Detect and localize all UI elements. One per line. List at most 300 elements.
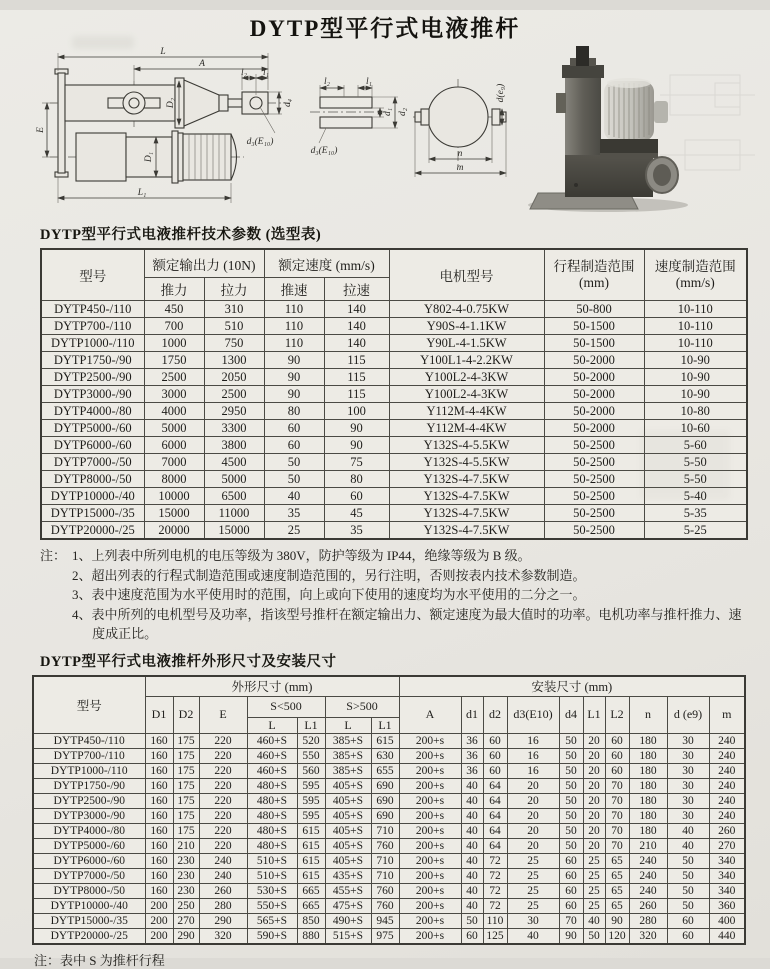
col-group-s-lt-500: S<500 [247, 696, 325, 717]
value-cell: 40 [667, 823, 709, 838]
value-cell: 1300 [204, 352, 264, 369]
value-cell: 35 [324, 522, 389, 540]
value-cell: 50 [559, 748, 583, 763]
table-row [41, 522, 747, 540]
value-cell: 30 [507, 913, 559, 928]
value-cell: 30 [667, 808, 709, 823]
value-cell: 560 [297, 763, 325, 778]
value-cell: 110 [483, 913, 507, 928]
value-cell: Y112M-4-4KW [389, 403, 544, 420]
col-header-speed-range [644, 249, 747, 301]
value-cell: 70 [605, 808, 629, 823]
dim-label-d3E10: d₃(E₁₀) [246, 137, 274, 147]
parameters-table-title: DYTP型平行式电液推杆技术参数 (选型表) [40, 227, 322, 243]
table-row [41, 301, 747, 318]
value-cell: 180 [629, 733, 667, 748]
value-cell: 70 [559, 913, 583, 928]
col-header-L-gt: L [325, 717, 371, 733]
value-cell: 160 [145, 748, 173, 763]
value-cell: 11000 [204, 505, 264, 522]
value-cell: 615 [297, 838, 325, 853]
value-cell: 615 [371, 733, 399, 748]
value-cell: 5-60 [644, 437, 747, 454]
value-cell: 310 [204, 301, 264, 318]
value-cell: 240 [709, 748, 745, 763]
value-cell: 15000 [144, 505, 204, 522]
value-cell: 50-2500 [544, 488, 644, 505]
value-cell: 60 [324, 488, 389, 505]
value-cell: 50-2500 [544, 437, 644, 454]
value-cell: 220 [199, 823, 247, 838]
value-cell: 160 [145, 883, 173, 898]
col-header-push-speed: 推速 [264, 278, 324, 301]
value-cell: 15000 [204, 522, 264, 540]
value-cell: 160 [145, 793, 173, 808]
value-cell: 160 [145, 823, 173, 838]
value-cell: 435+S [325, 868, 371, 883]
model-cell: DYTP4000-/80 [41, 403, 144, 420]
value-cell: 30 [667, 748, 709, 763]
dim-label-l1-detail: l₁ [366, 77, 372, 87]
table-row [33, 808, 745, 823]
dimensions-table-title: DYTP型平行式电液推杆外形尺寸及安装尺寸 [40, 653, 337, 670]
value-cell: 175 [173, 808, 199, 823]
value-cell: 50-2000 [544, 369, 644, 386]
value-cell: 60 [483, 733, 507, 748]
value-cell: 5-40 [644, 488, 747, 505]
value-cell: 5-25 [644, 522, 747, 540]
scan-bleed-artifact [640, 430, 730, 500]
value-cell: 240 [629, 883, 667, 898]
value-cell: 460+S [247, 733, 297, 748]
model-cell: DYTP15000-/35 [33, 913, 145, 928]
value-cell: 20000 [144, 522, 204, 540]
model-cell: DYTP10000-/40 [33, 898, 145, 913]
value-cell: 665 [297, 898, 325, 913]
value-cell: 340 [709, 883, 745, 898]
value-cell: 880 [297, 928, 325, 944]
dim-label-m: m [456, 163, 464, 173]
value-cell: 405+S [325, 838, 371, 853]
model-cell: DYTP2500-/90 [41, 369, 144, 386]
value-cell: 115 [324, 352, 389, 369]
table-row [33, 733, 745, 748]
value-cell: 25 [507, 898, 559, 913]
value-cell: 240 [199, 853, 247, 868]
value-cell: 50-800 [544, 301, 644, 318]
value-cell: 340 [709, 868, 745, 883]
value-cell: 180 [629, 748, 667, 763]
value-cell: 565+S [247, 913, 297, 928]
value-cell: 16 [507, 733, 559, 748]
col-header-push-force: 推力 [144, 278, 204, 301]
value-cell: 20 [507, 823, 559, 838]
value-cell: 160 [145, 778, 173, 793]
value-cell: 90 [559, 928, 583, 944]
dim-label-D2: D₂ [166, 97, 176, 109]
value-cell: 40 [461, 898, 483, 913]
value-cell: 4500 [204, 454, 264, 471]
value-cell: 405+S [325, 808, 371, 823]
value-cell: 530+S [247, 883, 297, 898]
value-cell: 200 [145, 913, 173, 928]
model-cell: DYTP15000-/35 [41, 505, 144, 522]
value-cell: 3300 [204, 420, 264, 437]
value-cell: 60 [667, 928, 709, 944]
value-cell: 65 [605, 883, 629, 898]
value-cell: 60 [605, 733, 629, 748]
value-cell: 475+S [325, 898, 371, 913]
value-cell: 10-110 [644, 335, 747, 352]
value-cell: 700 [144, 318, 204, 335]
speed-range-label: 速度制造范围 [654, 259, 736, 274]
col-header-d3E10: d3(E10) [507, 696, 559, 733]
value-cell: 36 [461, 763, 483, 778]
scan-bleed-artifact [660, 75, 755, 170]
value-cell: 90 [324, 437, 389, 454]
model-cell: DYTP10000-/40 [41, 488, 144, 505]
value-cell: 480+S [247, 793, 297, 808]
value-cell: 240 [709, 778, 745, 793]
value-cell: 3000 [144, 386, 204, 403]
value-cell: 45 [324, 505, 389, 522]
value-cell: 180 [629, 823, 667, 838]
col-header-L-lt: L [247, 717, 297, 733]
col-header-motor: 电机型号 [389, 249, 544, 301]
note-item: 4、表中所列的电机型号及功率，指该型号推杆在额定输出力、额定速度为最大值时的功率。电机功率与推杆推力、速度成正比。 [72, 606, 742, 641]
value-cell: 200+s [399, 793, 461, 808]
value-cell: Y90L-4-1.5KW [389, 335, 544, 352]
value-cell: Y132S-4-7.5KW [389, 522, 544, 540]
value-cell: 2500 [144, 369, 204, 386]
value-cell: 290 [199, 913, 247, 928]
col-header-D1: D1 [145, 696, 173, 733]
value-cell: 2500 [204, 386, 264, 403]
value-cell: 945 [371, 913, 399, 928]
value-cell: 160 [145, 763, 173, 778]
value-cell: 60 [264, 437, 324, 454]
value-cell: 80 [264, 403, 324, 420]
value-cell: 175 [173, 748, 199, 763]
value-cell: 750 [204, 335, 264, 352]
value-cell: 240 [709, 808, 745, 823]
col-header-E: E [199, 696, 247, 733]
value-cell: 60 [461, 928, 483, 944]
value-cell: 400 [709, 913, 745, 928]
value-cell: 140 [324, 318, 389, 335]
value-cell: 50 [559, 808, 583, 823]
col-header-L2: L2 [605, 696, 629, 733]
value-cell: 595 [297, 808, 325, 823]
scan-bleed-artifact [72, 36, 134, 49]
value-cell: 1750 [144, 352, 204, 369]
value-cell: 64 [483, 793, 507, 808]
value-cell: 60 [605, 763, 629, 778]
value-cell: 50 [264, 454, 324, 471]
table-row [33, 853, 745, 868]
value-cell: 10-60 [644, 420, 747, 437]
value-cell: 510+S [247, 853, 297, 868]
value-cell: 220 [199, 808, 247, 823]
model-cell: DYTP7000-/50 [41, 454, 144, 471]
value-cell: 50 [559, 778, 583, 793]
value-cell: 40 [461, 823, 483, 838]
value-cell: 20 [583, 748, 605, 763]
value-cell: 5-35 [644, 505, 747, 522]
value-cell: Y112M-4-4KW [389, 420, 544, 437]
value-cell: 20 [507, 793, 559, 808]
model-cell: DYTP3000-/90 [41, 386, 144, 403]
value-cell: 220 [199, 838, 247, 853]
page-title: DYTP型平行式电液推杆 [249, 16, 521, 41]
value-cell: 64 [483, 838, 507, 853]
value-cell: 200+s [399, 898, 461, 913]
note-item: 3、表中速度范围为水平使用时的范围，向上或向下使用的速度均为水平使用的二分之一。 [72, 587, 586, 602]
value-cell: 200+s [399, 763, 461, 778]
value-cell: 50 [667, 868, 709, 883]
value-cell: 595 [297, 778, 325, 793]
value-cell: 50 [264, 471, 324, 488]
value-cell: 40 [461, 793, 483, 808]
value-cell: Y132S-4-5.5KW [389, 437, 544, 454]
value-cell: 50 [667, 853, 709, 868]
value-cell: Y132S-4-7.5KW [389, 488, 544, 505]
value-cell: 10-110 [644, 318, 747, 335]
value-cell: 290 [173, 928, 199, 944]
value-cell: 710 [371, 868, 399, 883]
value-cell: 180 [629, 808, 667, 823]
value-cell: 115 [324, 369, 389, 386]
value-cell: 90 [264, 386, 324, 403]
model-cell: DYTP3000-/90 [33, 808, 145, 823]
value-cell: 40 [461, 778, 483, 793]
col-header-model: 型号 [41, 249, 144, 301]
value-cell: 460+S [247, 763, 297, 778]
col-group-s-gt-500: S>500 [325, 696, 399, 717]
dim-label-l2: l₂ [241, 68, 247, 78]
value-cell: 5000 [204, 471, 264, 488]
value-cell: 35 [264, 505, 324, 522]
value-cell: 200+s [399, 913, 461, 928]
value-cell: 2950 [204, 403, 264, 420]
value-cell: 50-2500 [544, 471, 644, 488]
value-cell: Y132S-4-5.5KW [389, 454, 544, 471]
value-cell: 220 [199, 778, 247, 793]
value-cell: 64 [483, 808, 507, 823]
value-cell: 40 [507, 928, 559, 944]
value-cell: 20 [583, 763, 605, 778]
dim-label-L: L [160, 47, 166, 57]
value-cell: 50 [559, 838, 583, 853]
value-cell: 175 [173, 763, 199, 778]
value-cell: 20 [507, 808, 559, 823]
value-cell: 20 [507, 838, 559, 853]
value-cell: 60 [667, 913, 709, 928]
value-cell: 510 [204, 318, 264, 335]
value-cell: 50 [559, 733, 583, 748]
value-cell: 50-2000 [544, 420, 644, 437]
value-cell: 260 [709, 823, 745, 838]
table-row [33, 763, 745, 778]
value-cell: 72 [483, 883, 507, 898]
value-cell: 50 [583, 928, 605, 944]
value-cell: 10-80 [644, 403, 747, 420]
value-cell: 260 [629, 898, 667, 913]
value-cell: 250 [173, 898, 199, 913]
value-cell: 6000 [144, 437, 204, 454]
value-cell: 175 [173, 778, 199, 793]
value-cell: 480+S [247, 838, 297, 853]
col-header-rated-output: 额定输出力 (10N) [144, 249, 264, 278]
value-cell: 200+s [399, 823, 461, 838]
col-header-d1: d1 [461, 696, 483, 733]
value-cell: 405+S [325, 778, 371, 793]
value-cell: Y100L2-4-3KW [389, 386, 544, 403]
value-cell: Y802-4-0.75KW [389, 301, 544, 318]
value-cell: 175 [173, 793, 199, 808]
table-row [33, 793, 745, 808]
value-cell: 760 [371, 883, 399, 898]
value-cell: 4000 [144, 403, 204, 420]
value-cell: Y90S-4-1.1KW [389, 318, 544, 335]
value-cell: 665 [297, 883, 325, 898]
value-cell: 480+S [247, 823, 297, 838]
value-cell: 50-2500 [544, 505, 644, 522]
value-cell: 520 [297, 733, 325, 748]
value-cell: 710 [371, 853, 399, 868]
value-cell: 60 [605, 748, 629, 763]
value-cell: 10-90 [644, 386, 747, 403]
value-cell: 440 [709, 928, 745, 944]
value-cell: 200+s [399, 778, 461, 793]
table-row [33, 883, 745, 898]
model-cell: DYTP1000-/110 [33, 763, 145, 778]
value-cell: 60 [559, 868, 583, 883]
value-cell: Y132S-4-7.5KW [389, 505, 544, 522]
value-cell: 20 [507, 778, 559, 793]
value-cell: 60 [483, 763, 507, 778]
value-cell: 50 [667, 898, 709, 913]
value-cell: 20 [583, 823, 605, 838]
stroke-range-unit: (mm) [579, 275, 609, 290]
value-cell: 25 [583, 898, 605, 913]
model-cell: DYTP450-/110 [33, 733, 145, 748]
value-cell: 60 [483, 748, 507, 763]
col-group-install: 安装尺寸 (mm) [399, 676, 745, 697]
value-cell: 630 [371, 748, 399, 763]
col-header-L1-install: L1 [583, 696, 605, 733]
dimension-drawing [28, 45, 510, 215]
figures-strip [28, 45, 764, 217]
table-row [41, 369, 747, 386]
note-item: 1、上列表中所列电机的电压等级为 380V，防护等级为 IP44，绝缘等级为 B 级。 [72, 548, 531, 563]
value-cell: 320 [199, 928, 247, 944]
col-header-d2: d2 [483, 696, 507, 733]
value-cell: 270 [173, 913, 199, 928]
value-cell: 2050 [204, 369, 264, 386]
col-header-d4: d4 [559, 696, 583, 733]
table-row [41, 386, 747, 403]
value-cell: 480+S [247, 808, 297, 823]
dim-label-l2-detail: l₂ [324, 77, 330, 87]
dim-label-d2-detail: d₂ [398, 107, 408, 117]
dim-label-d4: d₄ [283, 98, 293, 108]
value-cell: 80 [324, 471, 389, 488]
value-cell: 60 [559, 898, 583, 913]
value-cell: 160 [145, 733, 173, 748]
value-cell: 405+S [325, 823, 371, 838]
value-cell: 280 [629, 913, 667, 928]
value-cell: 240 [709, 763, 745, 778]
value-cell: 25 [507, 883, 559, 898]
table-row [33, 838, 745, 853]
model-cell: DYTP4000-/80 [33, 823, 145, 838]
value-cell: 50 [559, 763, 583, 778]
table-row [33, 898, 745, 913]
value-cell: 320 [629, 928, 667, 944]
value-cell: 75 [324, 454, 389, 471]
value-cell: 64 [483, 778, 507, 793]
col-header-model: 型号 [33, 676, 145, 734]
value-cell: 240 [629, 853, 667, 868]
col-header-stroke-range [544, 249, 644, 301]
value-cell: 760 [371, 838, 399, 853]
value-cell: 175 [173, 823, 199, 838]
value-cell: 240 [709, 793, 745, 808]
table-row [33, 868, 745, 883]
value-cell: 90 [264, 369, 324, 386]
value-cell: 20 [583, 733, 605, 748]
dim-label-l1: l₁ [263, 68, 269, 78]
value-cell: 10-90 [644, 352, 747, 369]
dim-label-E: E [36, 127, 46, 133]
value-cell: 210 [629, 838, 667, 853]
dim-label-de9: d(e₉) [496, 83, 506, 103]
value-cell: 50 [461, 913, 483, 928]
value-cell: 25 [583, 868, 605, 883]
value-cell: 50-2000 [544, 386, 644, 403]
parameters-notes [40, 546, 742, 644]
value-cell: 70 [605, 838, 629, 853]
value-cell: 160 [145, 838, 173, 853]
value-cell: 20 [583, 778, 605, 793]
value-cell: 510+S [247, 868, 297, 883]
value-cell: 200 [145, 928, 173, 944]
value-cell: Y100L2-4-3KW [389, 369, 544, 386]
model-cell: DYTP1000-/110 [41, 335, 144, 352]
model-cell: DYTP700-/110 [33, 748, 145, 763]
dimensions-table [32, 675, 746, 945]
value-cell: 72 [483, 868, 507, 883]
value-cell: 240 [199, 868, 247, 883]
table-row [33, 823, 745, 838]
col-header-de9: d (e9) [667, 696, 709, 733]
value-cell: 40 [264, 488, 324, 505]
value-cell: 240 [629, 868, 667, 883]
value-cell: 480+S [247, 778, 297, 793]
model-cell: DYTP5000-/60 [33, 838, 145, 853]
value-cell: 200+s [399, 808, 461, 823]
dim-label-n: n [457, 149, 463, 159]
value-cell: 360 [709, 898, 745, 913]
value-cell: 6500 [204, 488, 264, 505]
value-cell: 160 [145, 808, 173, 823]
table-row [41, 335, 747, 352]
value-cell: 64 [483, 823, 507, 838]
value-cell: 50-1500 [544, 318, 644, 335]
value-cell: 270 [709, 838, 745, 853]
value-cell: 20 [583, 838, 605, 853]
